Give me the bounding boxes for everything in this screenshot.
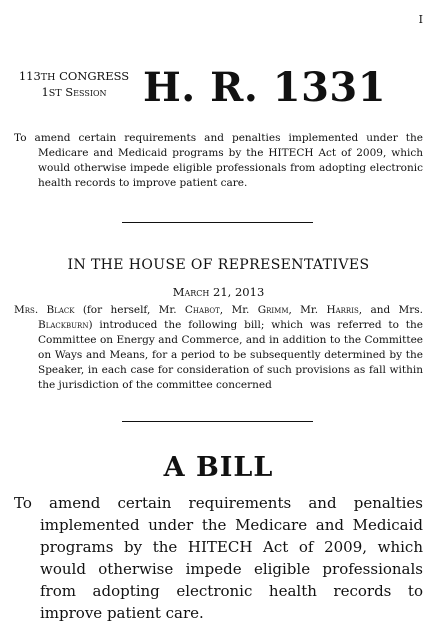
document-type-heading: A BILL bbox=[163, 452, 274, 483]
bill-caption: To amend certain requirements and penalties implemented under the Medicare and Medicaid programs by the HITECH Act of 2009, which would otherwise impede eligible professionals from adopting electronic health records to improve patient care. bbox=[14, 132, 423, 189]
intro-text: , and Mrs. bbox=[358, 304, 424, 316]
session-line bbox=[14, 85, 134, 101]
introduction-date: March 21, 2013 bbox=[172, 285, 265, 299]
cosponsor-name: Harris bbox=[326, 304, 359, 316]
congress-session-block bbox=[14, 69, 134, 101]
cosponsor-name: Blackburn bbox=[38, 319, 89, 331]
bill-number: H. R. 1331 bbox=[143, 64, 387, 111]
intro-text: , Mr. bbox=[219, 304, 258, 316]
cosponsor-name: Grimm bbox=[257, 304, 289, 316]
introduction-paragraph bbox=[14, 303, 423, 393]
intro-text: ) introduced the following bill; which was referred to the Committee on Energy and Commerce, and in addition to the Committee on Ways and Means, for a period to be subsequently determined by the Speaker, in each case for consideration of such provisions as fall within the jurisdiction of the committee concerned bbox=[38, 319, 423, 391]
session-number: 1 bbox=[41, 85, 49, 99]
sponsor-name: Mrs. Black bbox=[14, 304, 75, 316]
session-ordinal: ST bbox=[48, 88, 62, 99]
divider-bottom bbox=[122, 421, 313, 422]
page-marker: I bbox=[418, 13, 423, 26]
intro-text: , Mr. bbox=[288, 304, 327, 316]
congress-ordinal: TH bbox=[40, 72, 56, 83]
cosponsor-name: Chabot bbox=[184, 304, 220, 316]
bill-long-title: To amend certain requirements and penalties implemented under the Medicare and Medicaid programs by the HITECH Act of 2009, which would otherwise impede eligible professionals from adopting electronic health records to improve patient care. bbox=[14, 494, 423, 622]
divider-top bbox=[122, 222, 313, 223]
congress-line bbox=[14, 69, 134, 85]
session-word: Session bbox=[65, 85, 107, 99]
chamber-heading: IN THE HOUSE OF REPRESENTATIVES bbox=[67, 257, 370, 273]
congress-word: CONGRESS bbox=[59, 69, 130, 83]
congress-number: 113 bbox=[18, 69, 41, 83]
intro-text: (for herself, Mr. bbox=[74, 304, 185, 316]
